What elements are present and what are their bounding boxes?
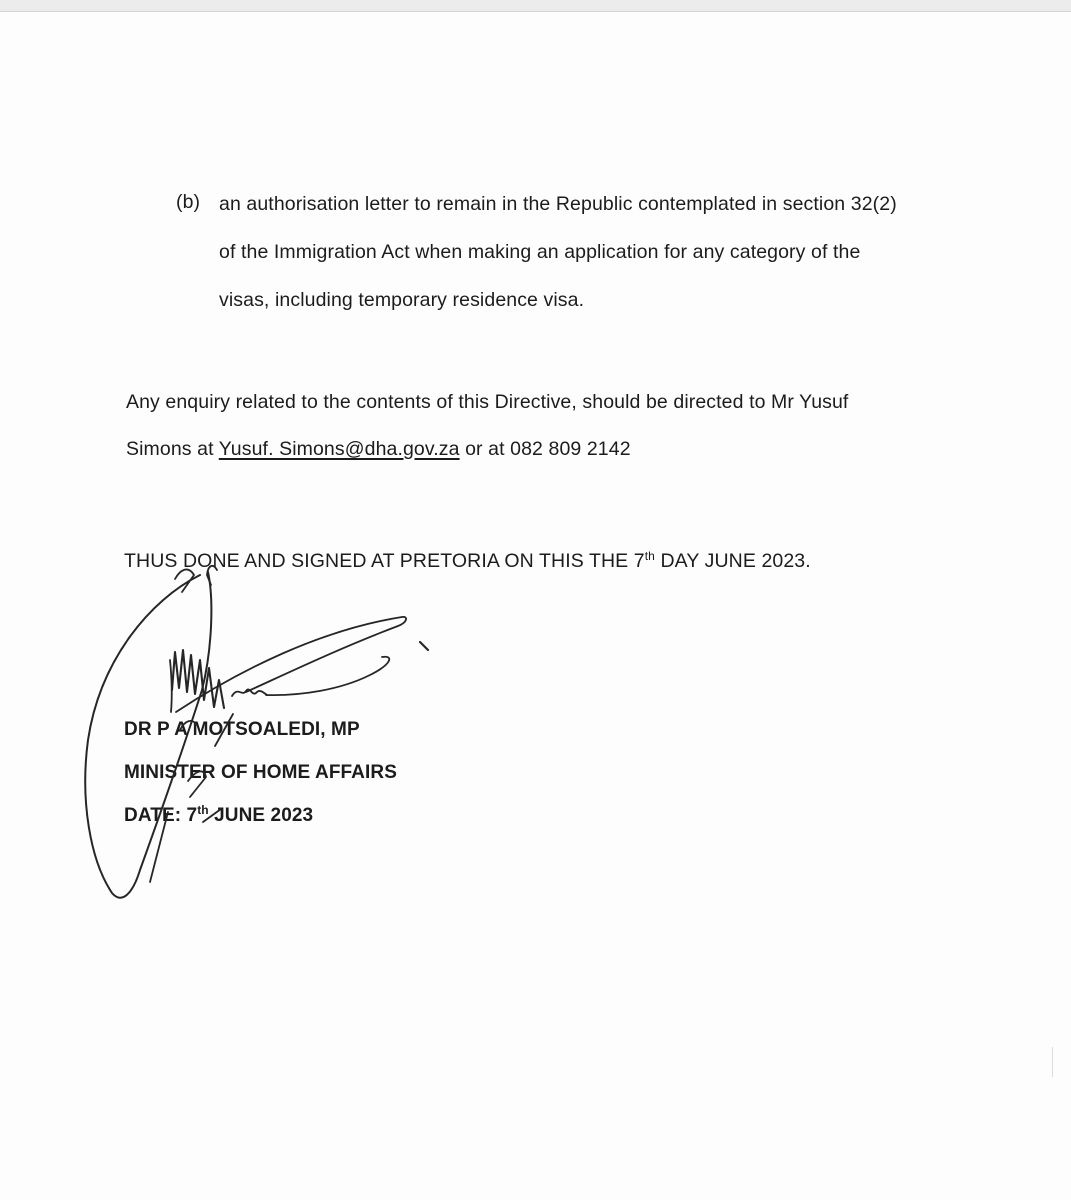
clause-b-marker: (b) xyxy=(176,191,201,213)
signatory-date-ordinal: th xyxy=(197,803,209,817)
signatory-date xyxy=(124,805,313,827)
signatory-title: MINISTER OF HOME AFFAIRS xyxy=(124,762,397,783)
signatory-date-end: JUNE 2023 xyxy=(208,805,314,826)
document-page xyxy=(0,12,1071,1200)
enquiry-line-1: Any enquiry related to the contents of this Directive, should be directed to Mr Yusuf xyxy=(126,391,849,413)
signing-ordinal: th xyxy=(644,549,655,563)
clause-b-line-3: visas, including temporary residence visa. xyxy=(219,289,585,311)
clause-b-line-2: of the Immigration Act when making an application for any category of the xyxy=(219,241,861,263)
enquiry-phone: or at 082 809 2142 xyxy=(459,438,631,460)
enquiry-prefix: Simons at xyxy=(126,438,219,460)
viewer-top-strip xyxy=(0,0,1071,12)
page-edge-mark xyxy=(1052,1047,1053,1077)
signatory-date-text: DATE: 7 xyxy=(124,805,198,826)
contact-email-link[interactable]: Yusuf. Simons@dha.gov.za xyxy=(218,438,460,460)
signing-text-end: DAY JUNE 2023. xyxy=(654,550,811,572)
signing-statement xyxy=(124,550,811,573)
signing-text: THUS DONE AND SIGNED AT PRETORIA ON THIS THE 7 xyxy=(124,550,645,572)
signatory-name: DR P A MOTSOALEDI, MP xyxy=(124,719,360,740)
enquiry-line-2 xyxy=(126,438,631,461)
clause-b-line-1: an authorisation letter to remain in the Republic contemplated in section 32(2) xyxy=(219,193,897,215)
